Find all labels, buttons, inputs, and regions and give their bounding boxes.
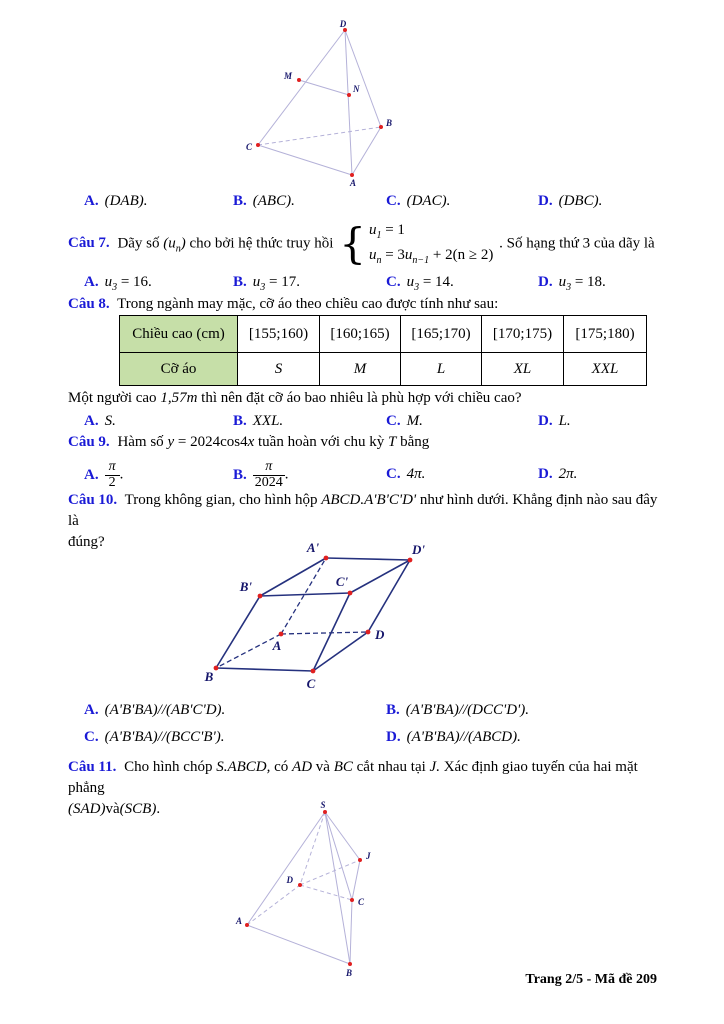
math-var: u <box>406 274 415 290</box>
question-text: và <box>105 801 120 817</box>
math-sub: 3 <box>112 282 118 293</box>
page-footer: Trang 2/5 - Mã đề 209 <box>525 972 657 987</box>
q10-option-c <box>84 727 224 748</box>
vertex-label-b: B <box>345 968 353 978</box>
question-text: Hàm số <box>117 434 164 450</box>
q10-option-a <box>84 700 225 721</box>
question-text: cắt nhau tại <box>356 759 426 775</box>
option-label: C. <box>386 466 401 482</box>
math-pyramid-name: S.ABCD, <box>216 759 271 775</box>
option-label: D. <box>538 466 553 482</box>
q9-option-c <box>386 464 425 485</box>
option-label: B. <box>233 413 247 429</box>
math-line-bc: BC <box>333 759 353 775</box>
suffix: . <box>119 466 124 483</box>
system-line-1 <box>369 220 493 243</box>
q10-option-b <box>386 700 529 721</box>
vertex-label-a: A <box>349 178 357 188</box>
q11-line-1 <box>68 757 660 799</box>
math-un: (u <box>163 235 176 252</box>
q10-answer-row-1 <box>68 700 698 726</box>
math-rest: = 3 <box>385 247 405 263</box>
math-var: u <box>558 274 567 290</box>
math-var: y <box>167 434 175 450</box>
vertex-label-b: B <box>204 669 214 684</box>
option-label: C. <box>386 274 401 290</box>
figure-pyramid-sabcd <box>235 800 385 980</box>
table-cell: M <box>320 353 401 386</box>
option-label: A. <box>84 702 99 718</box>
vertex-label-d: D <box>286 875 293 885</box>
system-lines <box>369 220 493 268</box>
recurrence-system <box>339 220 493 268</box>
q6-option-b <box>233 191 295 212</box>
question-text: có <box>274 759 289 775</box>
question-text: và <box>315 759 330 775</box>
figure-edges <box>258 30 381 175</box>
math-rest: = 18. <box>574 274 606 290</box>
brace-glyph: { <box>339 219 366 269</box>
math-rest: = 14. <box>422 274 454 290</box>
math-var: T <box>388 434 397 450</box>
fraction <box>253 460 285 490</box>
figure-vertex-dots <box>214 556 413 674</box>
option-label: A. <box>84 274 99 290</box>
figure-edges <box>216 558 410 671</box>
q8-option-d <box>538 411 571 432</box>
size-table <box>119 315 647 386</box>
option-label: C. <box>84 729 99 745</box>
math-rest: = 1 <box>385 222 405 238</box>
table-cell: [170;175) <box>482 316 564 353</box>
vertex-label-a: A <box>235 916 242 926</box>
math-var: u <box>404 247 413 263</box>
math-sub: 3 <box>414 282 420 293</box>
question-text: thì nên đặt cỡ áo bao nhiêu là phù hợp với chiều cao? <box>201 390 522 406</box>
table-cell: [160;165) <box>320 316 401 353</box>
option-text: (DAB). <box>104 193 148 209</box>
table-cell: [155;160) <box>238 316 320 353</box>
vertex-label-j: J <box>366 851 371 861</box>
option-label: D. <box>538 274 553 290</box>
table-cell: XL <box>482 353 564 386</box>
question-text: Xác định giao tuyến của hai mặt phẳng <box>68 759 638 796</box>
system-line-2 <box>369 245 493 268</box>
table-header-height: Chiều cao (cm) <box>120 316 238 353</box>
question-text: . Số hạng thứ 3 của dãy là <box>499 235 655 252</box>
math-var: u <box>368 247 377 263</box>
option-label: C. <box>386 413 401 429</box>
option-label: B. <box>233 274 247 290</box>
q10-line-1 <box>68 490 660 532</box>
option-label: C. <box>386 193 401 209</box>
math-sub: 3 <box>260 282 266 293</box>
question-7 <box>68 220 660 268</box>
figure-parallelepiped <box>198 540 438 692</box>
q8-option-a <box>84 411 116 432</box>
option-text: 2π. <box>558 466 578 482</box>
question-number: Câu 8. <box>68 296 110 312</box>
q7-option-b <box>233 272 300 295</box>
question-number: Câu 9. <box>68 434 110 450</box>
vertex-label-s: S <box>320 800 326 810</box>
math-var: x <box>247 434 255 450</box>
question-9 <box>68 432 660 453</box>
q6-answer-row <box>68 191 698 217</box>
option-label: A. <box>84 193 99 209</box>
table-cell: XXL <box>564 353 647 386</box>
option-text: (ABC). <box>252 193 295 209</box>
table-cell: S <box>238 353 320 386</box>
option-text: L. <box>558 413 571 429</box>
q8-question-line <box>68 388 660 409</box>
q7-option-c <box>386 272 454 295</box>
question-text: bằng <box>400 434 430 450</box>
math-rest: + 2(n ≥ 2) <box>432 247 494 263</box>
option-text: (A'B'BA)//(AB'C'D). <box>104 702 226 718</box>
vertex-label-c: C <box>358 897 365 907</box>
math-plane-scb: (SCB) <box>119 801 157 817</box>
q9-option-b <box>233 460 289 490</box>
math-plane-sad: (SAD) <box>68 801 106 817</box>
figure-vertex-dots <box>245 810 362 966</box>
q6-option-d <box>538 191 602 212</box>
q9-answer-row <box>68 452 698 492</box>
table-cell: [165;170) <box>401 316 482 353</box>
math-expr: = 2024cos4 <box>177 434 248 450</box>
vertex-label-b-prime: B' <box>239 579 252 594</box>
vertex-label-c-prime: C' <box>335 574 349 589</box>
vertex-label-c: C <box>306 676 316 691</box>
math-sub: 1 <box>376 230 382 241</box>
question-text: Cho hình chóp <box>124 759 213 775</box>
vertex-label-n: N <box>353 84 360 94</box>
option-text: (A'B'BA)//(DCC'D'). <box>405 702 529 718</box>
option-text: (DBC). <box>558 193 603 209</box>
question-number: Câu 7. <box>68 235 110 252</box>
option-label: B. <box>233 193 247 209</box>
question-text: . <box>156 801 161 817</box>
math-var: u <box>368 222 377 238</box>
fraction-denominator: 2 <box>108 474 116 490</box>
math-rest: = 16. <box>120 274 152 290</box>
option-text: (A'B'BA)//(BCC'B'). <box>104 729 225 745</box>
vertex-label-d-prime: D' <box>412 542 425 557</box>
table-header-size: Cỡ áo <box>120 353 238 386</box>
question-text: tuần hoàn với chu kỳ <box>258 434 385 450</box>
math-sub: n <box>175 243 181 255</box>
vertex-label-d: D <box>375 627 385 642</box>
q10-answer-row-2 <box>68 727 698 753</box>
question-number: Câu 10. <box>68 492 118 508</box>
figure-vertex-labels <box>246 20 392 188</box>
vertex-label-c: C <box>245 142 252 152</box>
option-text: (A'B'BA)//(ABCD). <box>406 729 521 745</box>
question-text: như hình dưới. Khẳng định nào sau đây là <box>68 492 658 529</box>
math-sub: n−1 <box>412 255 430 266</box>
q8-option-c <box>386 411 423 432</box>
table-row-height <box>120 316 647 353</box>
option-text: M. <box>406 413 423 429</box>
vertex-label-a-prime: A' <box>306 540 320 555</box>
question-text: Một người cao <box>68 390 157 406</box>
fraction-numerator: π <box>253 460 285 476</box>
vertex-label-a: A <box>272 638 282 653</box>
math-line-ad: AD <box>292 759 313 775</box>
option-label: B. <box>233 466 247 483</box>
math-paren: ) <box>180 235 186 252</box>
question-text: Trong ngành may mặc, cỡ áo theo chiều cao được tính như sau: <box>117 296 499 312</box>
question-text: cho bởi hệ thức truy hồi <box>189 235 334 252</box>
fraction-denominator: 2024 <box>254 474 283 490</box>
question-text: Trong không gian, cho hình hộp <box>124 492 318 508</box>
math-point-j: J. <box>429 759 440 775</box>
vertex-label-b: B <box>386 118 393 128</box>
q6-option-a <box>84 191 148 212</box>
table-row-size <box>120 353 647 386</box>
vertex-label-d: D <box>339 20 347 29</box>
q9-option-d <box>538 464 577 485</box>
math-var: u <box>104 274 113 290</box>
option-label: D. <box>538 193 553 209</box>
option-text: XXL. <box>252 413 284 429</box>
table-cell: [175;180) <box>564 316 647 353</box>
math-var: u <box>252 274 261 290</box>
option-text: S. <box>104 413 116 429</box>
question-number: Câu 11. <box>68 759 117 775</box>
fraction <box>105 460 120 490</box>
math-box-name: ABCD.A'B'C'D' <box>321 492 417 508</box>
vertex-label-m: M <box>283 71 292 81</box>
option-label: B. <box>386 702 400 718</box>
option-text: (DAC). <box>406 193 451 209</box>
fraction-numerator: π <box>105 460 120 476</box>
math-sub: n <box>376 255 382 266</box>
question-text: Dãy số <box>117 235 160 252</box>
math-rest: = 17. <box>269 274 300 290</box>
option-label: D. <box>386 729 401 745</box>
q8-option-b <box>233 411 283 432</box>
q7-option-a <box>84 272 152 295</box>
figure-edges <box>247 812 360 964</box>
q7-option-d <box>538 272 606 295</box>
option-label: D. <box>538 413 553 429</box>
suffix: . <box>284 466 289 483</box>
q10-option-d <box>386 727 521 748</box>
math-height: 1,57m <box>160 390 198 406</box>
table-cell: L <box>401 353 482 386</box>
question-text: đúng? <box>68 534 105 550</box>
math-sub: 3 <box>566 282 572 293</box>
q6-option-c <box>386 191 450 212</box>
option-text: 4π. <box>406 466 426 482</box>
q9-option-a <box>84 460 123 490</box>
option-label: A. <box>84 413 99 429</box>
figure-tetrahedron-dabc <box>240 20 410 188</box>
question-8 <box>68 294 660 315</box>
option-label: A. <box>84 466 99 483</box>
